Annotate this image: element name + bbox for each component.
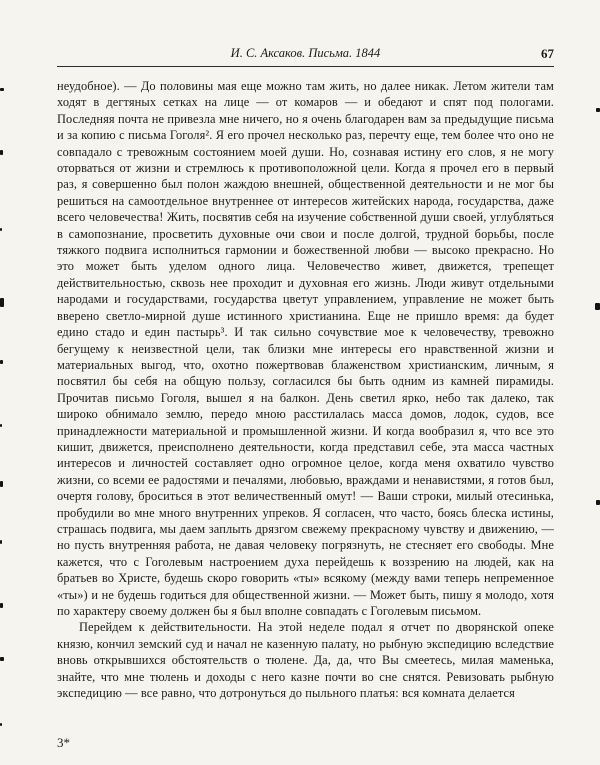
- running-head-title: И. С. Аксаков. Письма. 1844: [230, 46, 381, 60]
- scan-artifact: [0, 228, 2, 231]
- page-body: [57, 78, 554, 701]
- body-paragraph: Перейдем к действительности. На этой неделе подал я отчет по дворянской опеке князю, кончил земский суд и начал не казенную палату, но рыбную экспедицию вследствие вновь открывшихся обстоятельств о тюлене. Да, да, что Вы смеетесь, милая маменька, знайте, что мне тюлень и доходы с него казне почти во сне снятся. Ревизовать рыбную экспедицию — все равно, что дотронуться до пыльного платья: вся комната делается: [57, 620, 554, 701]
- scan-artifact: [0, 723, 2, 726]
- scan-artifact: [0, 88, 4, 91]
- scan-artifact: [0, 298, 4, 307]
- scan-artifact: [0, 424, 2, 427]
- header-rule: [57, 66, 554, 67]
- scan-artifact: [596, 108, 600, 112]
- scan-artifact: [0, 150, 3, 155]
- signature-mark: 3*: [57, 735, 70, 750]
- scan-artifact: [596, 500, 600, 505]
- scan-artifact: [0, 657, 4, 661]
- scan-artifact: [0, 603, 3, 608]
- scan-artifact: [0, 540, 2, 544]
- scan-artifact: [0, 481, 3, 487]
- scan-artifact: [595, 303, 600, 310]
- scan-artifact: [0, 360, 3, 364]
- page-number: 67: [541, 46, 554, 61]
- running-head: [57, 46, 554, 62]
- body-paragraph: неудобное). — До половины мая еще можно там жить, но далее никак. Летом жители там ходят в дегтяных сетках на лице — от комаров — и обедают и спят под пологами. Последняя почта не привезла мне ничего, но я очень благодарен вам за предыдущие письма и за копию с письма Гоголя². Я его прочел несколько раз, перечту еще, тем более что оно не совпадало с тревожным состоянием моей души. Но, сознавая истину его слов, я не могу оторваться от жизни и стремлюсь к противоположной цели. Когда я прочел его в первый раз, я совершенно был полон жаждою внешней, общественной деятельности и не мог бы решиться на самоотдельное внутреннее от интересов житейских народа, государства, даже всего человечества! Жить, посвятив себя на изучение собственной души своей, углубляться в самопознание, просветить духовные очи свои и после долгой, трудной борьбы, после тяжкого подвига исполниться гармонии и божественной любви — высоко прекрасно. Но это может быть уделом одного лица. Человечество живет, движется, трепещет действительностью, сквозь нее проходит и духовная его жизнь. Люди живут отдельными народами и государствами, государства цветут управлением, управление не может быть вверено светло-мирной душе истинного христианина. Еще не пришло время: да будет едино стадо и един пастырь³. И так сильно сочувствие мое к человечеству, тревожно бегущему к неизвестной цели, так близки мне интересы его нравственной жизни и материальных выгод, что, охотно пожертвовав блаженством христианским, личным, я посвятил бы себя на общую пользу, согласился бы быть одним из камней пирамиды. Прочитав письмо Гоголя, вышел я на балкон. День светил ярко, небо так далеко, так широко обнимало землю, передо мною расстилалась масса домов, лодок, судов, все принадлежности материальной и промышленной жизни. И когда вообразил я, что все это кишит, движется, преисполнено деятельности, когда представил себе, эта масса частных интересов и личностей составляет одно огромное целое, когда меня охватило чувство жизни, со всеми ее радостями и печалями, любовью, враждами и ненавистями, я готов был, очертя голову, броситься в этот величественный омут! — Ваши строки, милый отесинька, пробудили во мне много внутренних упреков. Я согласен, что часто, боясь блеска истины, страшась подвига, мы даем заплыть дрязгом свежему прекрасному чувству и движению, — но пусть внутренняя работа, не давая человеку погрязнуть, не стесняет его свободы. Мне кажется, что с Гоголевым настроением духа перейдешь к воззрению на людей, как на братьев во Христе, будешь скоро говорить «ты» всякому (между вами теперь непременное «ты») и не будешь годиться для общественной жизни. — Может быть, пишу я молодо, хотя по характеру своему должен бы я был вполне совпадать с Гоголевым письмом.: [57, 79, 554, 618]
